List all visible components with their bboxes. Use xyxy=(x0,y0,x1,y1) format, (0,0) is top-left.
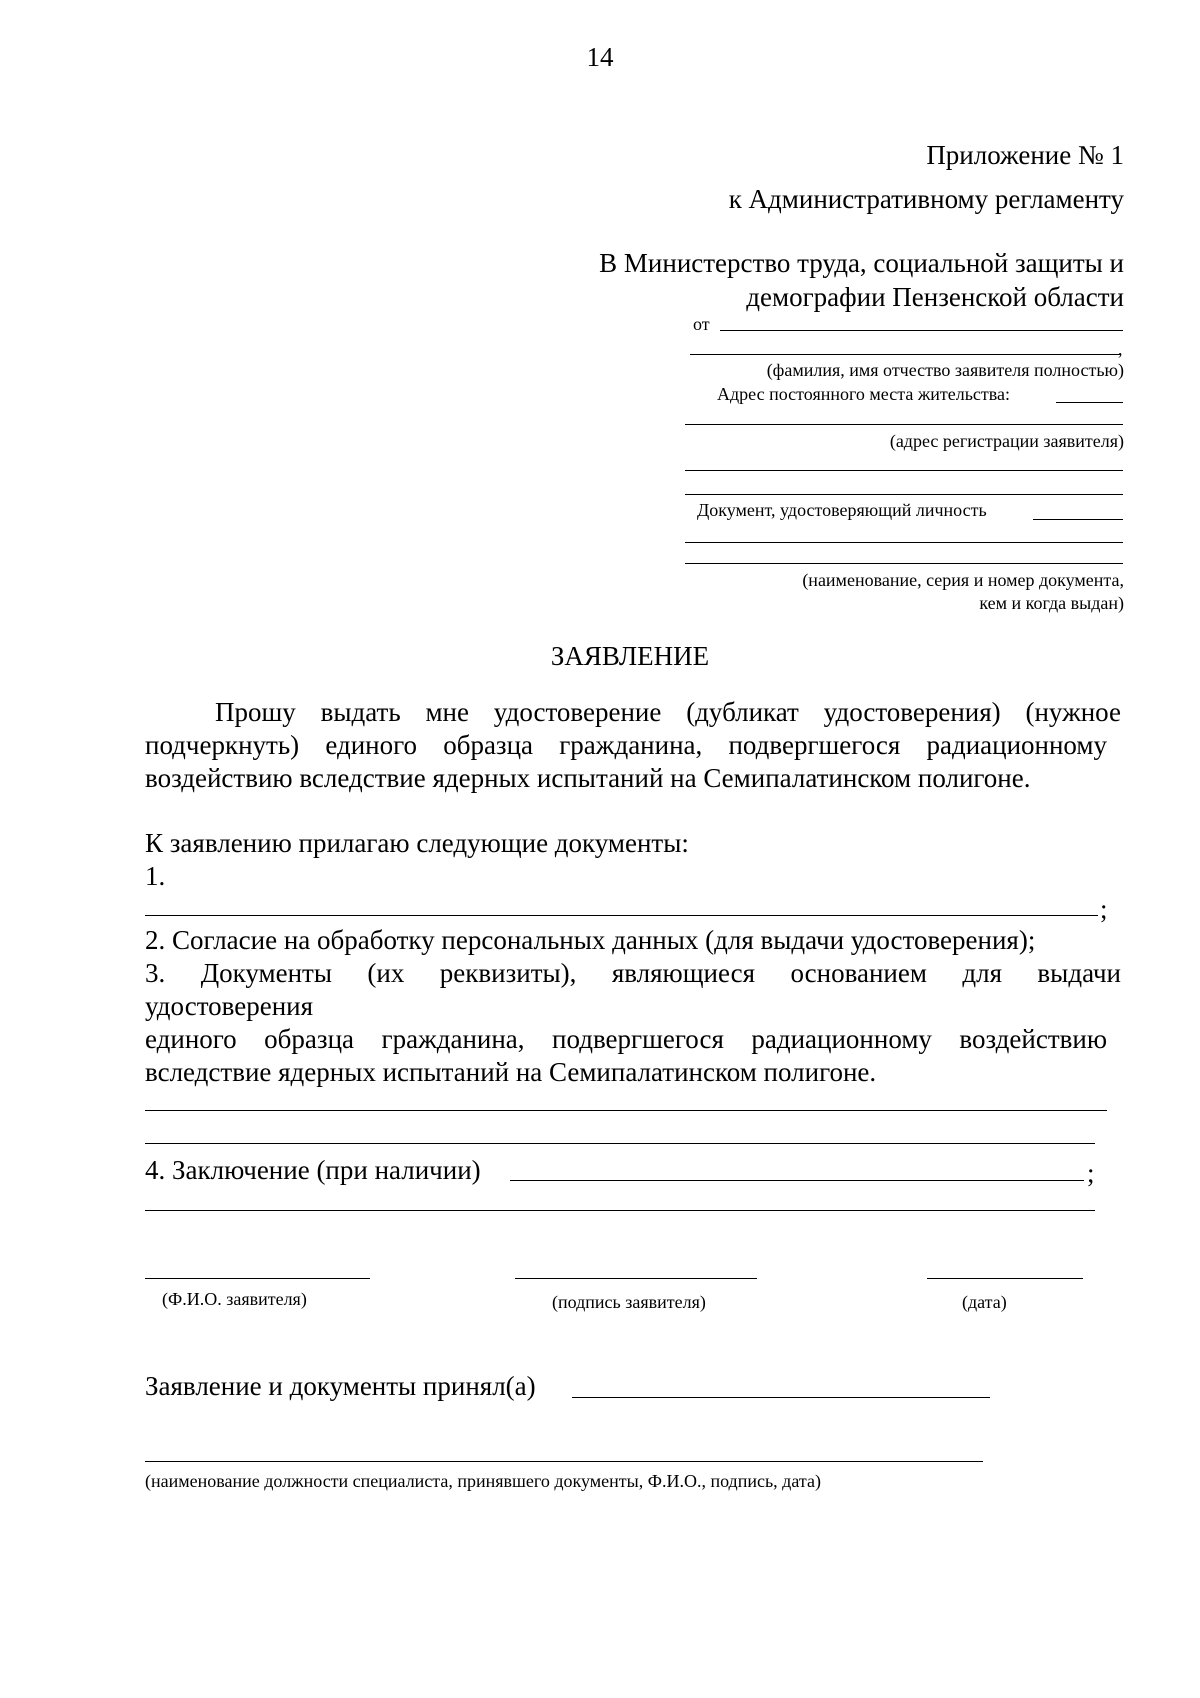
date-signature-line[interactable] xyxy=(927,1278,1083,1279)
date-caption: (дата) xyxy=(962,1292,1007,1312)
addressee-line-2: демографии Пензенской области xyxy=(746,282,1124,312)
id-field-3[interactable] xyxy=(685,563,1123,564)
attachment-3-field[interactable] xyxy=(145,1110,1107,1111)
fio-caption: (Ф.И.О. заявителя) xyxy=(162,1289,307,1309)
accepted-caption: (наименование должности специалиста, принявшего документы, Ф.И.О., подпись, дата) xyxy=(145,1471,821,1491)
attachment-4-semicolon: ; xyxy=(1087,1158,1095,1188)
from-label: от xyxy=(693,314,710,334)
attachment-item-2: 2. Согласие на обработку персональных данных (для выдачи удостоверения); xyxy=(145,925,1036,955)
address-field-3[interactable] xyxy=(685,470,1123,471)
attachment-1-field[interactable] xyxy=(145,915,1098,916)
accepted-field[interactable] xyxy=(572,1397,990,1398)
addressee-line-1: В Министерство труда, социальной защиты и xyxy=(599,248,1124,278)
appendix-subtitle: к Административному регламенту xyxy=(728,184,1124,214)
request-line-3: воздействию вследствие ядерных испытаний на Семипалатинском полигоне. xyxy=(145,763,1031,793)
attachment-4-field[interactable] xyxy=(510,1180,1084,1181)
signature-caption: (подпись заявителя) xyxy=(552,1292,706,1312)
accepted-field-2[interactable] xyxy=(145,1461,983,1462)
id-field-2[interactable] xyxy=(685,542,1123,543)
attachment-item-4: 4. Заключение (при наличии) xyxy=(145,1155,481,1185)
address-field-4[interactable] xyxy=(685,494,1123,495)
accepted-label: Заявление и документы принял(а) xyxy=(145,1371,536,1401)
address-label: Адрес постоянного места жительства: xyxy=(717,384,1011,404)
attachment-item-3-line-4: вследствие ядерных испытаний на Семипалатинском полигоне. xyxy=(145,1057,877,1087)
attachment-item-3-line-1: 3. Документы (их реквизиты), являющиеся основанием для выдачи xyxy=(145,958,1121,988)
name-caption: (фамилия, имя отчество заявителя полностью) xyxy=(766,360,1124,380)
id-field[interactable] xyxy=(1033,519,1123,520)
attachment-4-field-2[interactable] xyxy=(145,1210,1095,1211)
request-line-1: Прошу выдать мне удостоверение (дубликат удостоверения) (нужное xyxy=(215,697,1121,727)
id-caption-2: кем и когда выдан) xyxy=(979,593,1124,613)
document-heading: ЗАЯВЛЕНИЕ xyxy=(550,641,710,671)
attachment-item-1: 1. xyxy=(145,861,166,891)
attachment-item-3-line-2: удостоверения xyxy=(145,991,314,1021)
name-comma: , xyxy=(1118,339,1123,359)
attachment-item-3-line-3: единого образца гражданина, подвергшегося радиационному воздействию xyxy=(145,1024,1107,1054)
page-number: 14 xyxy=(586,42,614,72)
applicant-signature-line[interactable] xyxy=(515,1278,757,1279)
attachments-intro: К заявлению прилагаю следующие документы: xyxy=(145,828,689,858)
appendix-title: Приложение № 1 xyxy=(926,140,1124,170)
address-field-2[interactable] xyxy=(685,424,1123,425)
attachment-3-field-2[interactable] xyxy=(145,1143,1095,1144)
from-name-field-2[interactable] xyxy=(690,354,1120,355)
id-label: Документ, удостоверяющий личность xyxy=(697,500,987,520)
attachment-1-semicolon: ; xyxy=(1100,894,1108,924)
address-field[interactable] xyxy=(1056,402,1123,403)
address-caption: (адрес регистрации заявителя) xyxy=(889,431,1124,451)
from-name-field[interactable] xyxy=(720,330,1123,331)
request-line-2: подчеркнуть) единого образца гражданина, подвергшегося радиационному xyxy=(145,730,1107,760)
id-caption-1: (наименование, серия и номер документа, xyxy=(802,570,1124,590)
fio-signature-line[interactable] xyxy=(145,1278,370,1279)
